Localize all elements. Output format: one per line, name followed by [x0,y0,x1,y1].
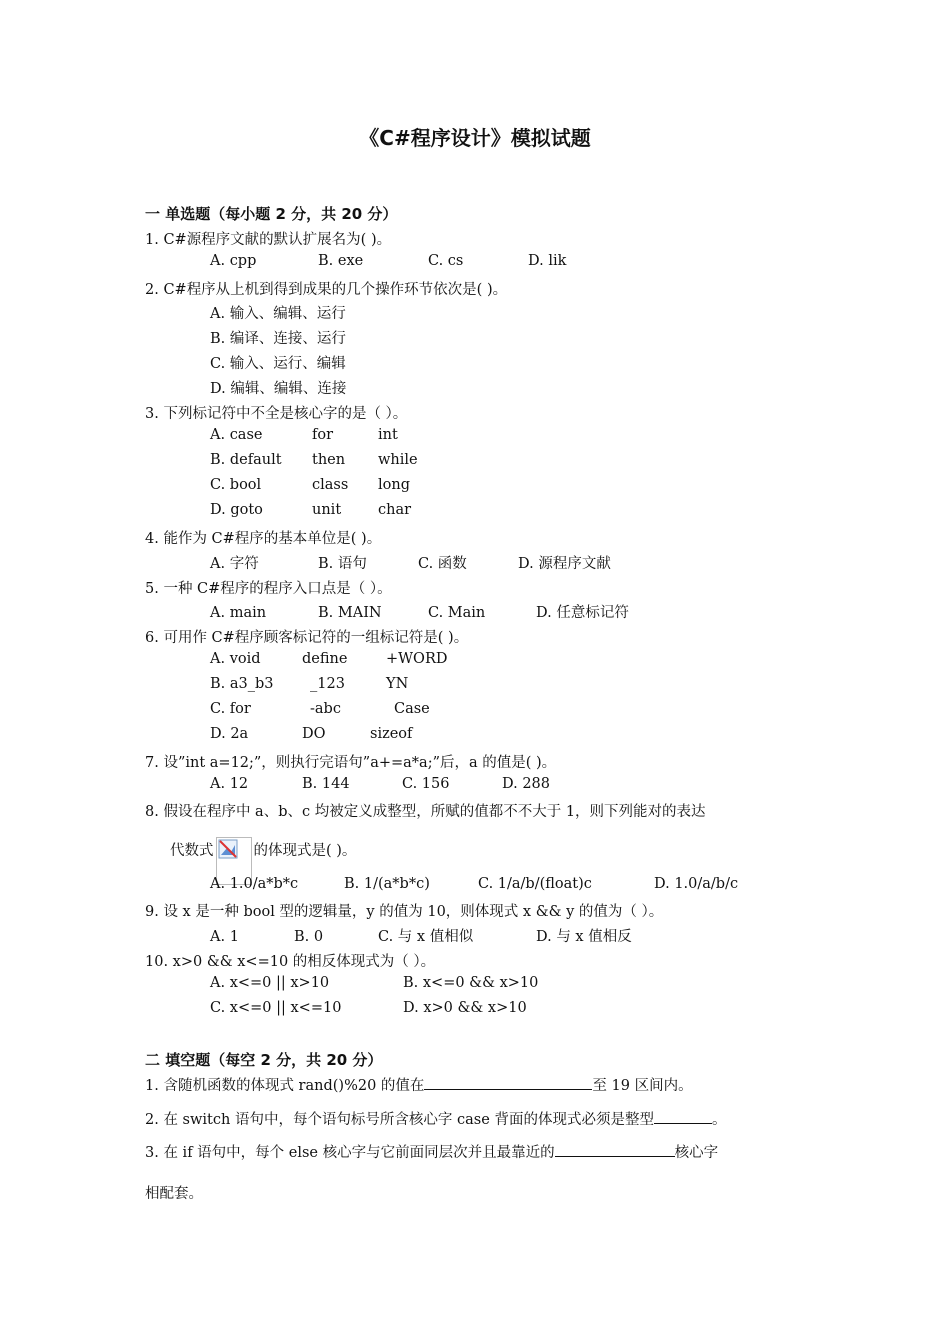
option-word: -abc [310,701,341,717]
stem-text: 至 19 区间内。 [592,1078,693,1094]
stem-text: 核心字 [674,1145,719,1161]
option-c [210,701,430,717]
option-word: A. case [210,427,263,443]
fill-question-3-continued: 相配套。 [145,1186,203,1202]
option-word: int [378,427,398,443]
option-c [210,477,410,493]
option-b: B. 编译、连接、运行 [210,331,346,347]
option-c: C. 与 x 值相似 [378,929,474,945]
question-8: 8. 假设在程序中 a、b、c 均被定义成整型，所赋的值都不不大于 1，则下列能对的表达 [145,804,706,820]
option-a: A. 12 [210,776,249,792]
stem-text: 。 [711,1112,727,1128]
option-d: D. 源程序文献 [518,556,611,572]
question-2: 2. C#程序从上机到得到成果的几个操作环节依次是( )。 [145,282,508,298]
options-q5 [210,601,629,622]
option-c: C. 156 [402,776,450,792]
option-a [210,427,398,443]
option-word: _123 [310,676,345,692]
section-heading-single-choice: 一 单选题（每小题 2 分，共 20 分） [145,205,398,223]
option-c: C. x<=0 || x<=10 [210,1000,342,1016]
option-a [210,651,447,667]
options-q10-ab [210,975,538,991]
option-b: B. 144 [302,776,350,792]
option-b: B. exe [318,253,364,269]
option-word: unit [312,502,342,518]
question-9: 9. 设 x 是一种 bool 型的逻辑量，y 的值为 10，则体现式 x && y 的值为（ ）。 [145,904,664,920]
option-word: C. for [210,701,251,717]
option-b: B. x<=0 && x>10 [403,975,539,991]
option-word: +WORD [386,651,448,667]
question-7: 7. 设”int a=12;”，则执行完语句”a+=a*a;”后，a 的值是( )。 [145,755,557,771]
answer-blank[interactable] [555,1142,675,1157]
question-1: 1. C#源程序文献的默认扩展名为( )。 [145,232,392,248]
option-word: sizeof [370,726,413,742]
option-d: D. 288 [502,776,551,792]
options-q9 [210,925,632,946]
stem-text: 的体现式是( )。 [253,843,357,859]
option-a: A. 1 [210,929,239,945]
option-a: A. x<=0 || x>10 [210,975,330,991]
option-word: B. a3_b3 [210,676,274,692]
option-b: B. 0 [294,929,324,945]
option-a: A. 1.0/a*b*c [210,876,299,892]
option-word: D. goto [210,502,263,518]
option-word: A. void [210,651,261,667]
option-d: D. 与 x 值相反 [536,929,632,945]
option-b: B. MAIN [318,605,382,621]
option-d: D. x>0 && x>10 [403,1000,527,1016]
option-a: A. 输入、编辑、运行 [210,306,346,322]
option-b [210,452,418,468]
option-word: while [378,452,418,468]
question-4: 4. 能作为 C#程序的基本单位是( )。 [145,531,382,547]
stem-text: 2. 在 switch 语句中，每个语句标号所含核心字 case 背面的体现式必须是整型 [145,1112,654,1128]
option-word: B. default [210,452,282,468]
option-word: class [312,477,349,493]
option-b: B. 语句 [318,556,367,572]
question-10: 10. x>0 && x<=10 的相反体现式为（ ）。 [145,954,436,970]
options-q8 [210,876,738,892]
question-3: 3. 下列标记符中不全是核心字的是（ ）。 [145,406,408,422]
section-heading-fill-blank: 二 填空题（每空 2 分，共 20 分） [145,1051,383,1069]
option-word: Case [394,701,430,717]
fill-question-1 [145,1074,693,1095]
option-a: A. 字符 [210,556,259,572]
stem-text: 3. 在 if 语句中，每个 else 核心字与它前面同层次并且最靠近的 [145,1145,555,1161]
option-word: define [302,651,348,667]
options-q4 [210,552,611,573]
option-word: DO [302,726,326,742]
option-word: C. bool [210,477,262,493]
options-q7 [210,776,550,792]
option-c: C. cs [428,253,464,269]
option-d: D. 任意标记符 [536,605,629,621]
option-b: B. 1/(a*b*c) [344,876,430,892]
options-q1 [210,253,566,269]
option-word: long [378,477,410,493]
fill-question-3 [145,1141,718,1162]
option-d: D. 编辑、编辑、连接 [210,381,347,397]
answer-blank[interactable] [654,1109,712,1124]
option-word: char [378,502,412,518]
option-c: C. 1/a/b/(float)c [478,876,592,892]
option-word: for [312,427,334,443]
option-d: D. lik [528,253,567,269]
option-d: D. 1.0/a/b/c [654,876,739,892]
option-word: then [312,452,346,468]
option-a: A. main [210,605,267,621]
option-d [210,502,411,518]
option-b [210,676,408,692]
stem-text: 代数式 [170,843,214,859]
option-c: C. Main [428,605,486,621]
option-word: D. 2a [210,726,249,742]
stem-text: 1. 含随机函数的体现式 rand()%20 的值在 [145,1078,425,1094]
option-word: YN [386,676,409,692]
question-5: 5. 一种 C#程序的程序入口点是（ ）。 [145,581,392,597]
option-a: A. cpp [210,253,257,269]
options-q10-cd [210,1000,527,1016]
page-title: 《C#程序设计》模拟试题 [359,126,591,150]
option-c: C. 函数 [418,556,467,572]
question-6: 6. 可用作 C#程序顾客标记符的一组标记符是( )。 [145,630,469,646]
option-d [210,726,412,742]
option-c: C. 输入、运行、编辑 [210,356,346,372]
answer-blank[interactable] [424,1075,592,1090]
fill-question-2 [145,1108,726,1129]
